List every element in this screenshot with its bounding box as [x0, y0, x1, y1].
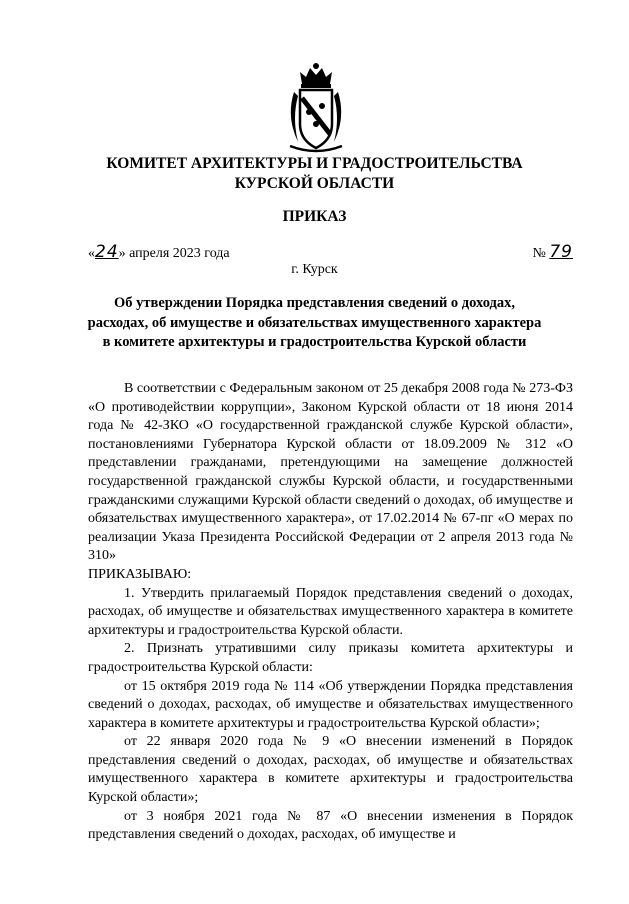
kursk-region-coat-of-arms-icon	[284, 62, 348, 154]
order-word: ПРИКАЗЫВАЮ:	[88, 566, 192, 582]
order-date: «24» апреля 2023 года	[88, 242, 230, 262]
subject-line: Об утверждении Порядка представления сведений о доходах,	[113, 295, 516, 311]
order-body	[88, 380, 573, 845]
document-type-title: ПРИКАЗ	[282, 208, 347, 225]
date-number-row	[88, 242, 573, 262]
repealed-order-paragraph: от 15 октября 2019 года № 114 «Об утверждении Порядка представления сведений о доходах, расходах, об имуществе и обязательствах имущественного характера в комитете архитектуры и градостроительства Курской области»;	[88, 678, 573, 731]
repealed-order-paragraph: от 3 ноября 2021 года № 87 «О внесении изменения в Порядок представления сведений о доходах, расходах, об имуществе и	[88, 808, 573, 843]
order-number: № 79	[532, 242, 573, 262]
city: г. Курск	[291, 262, 338, 277]
preamble-paragraph: В соответствии с Федеральным законом от 25 декабря 2008 года № 273-ФЗ «О противодействии коррупции», Законом Курской области от 18 июня 2014 года № 42-ЗКО «О государственной гражданской службе Курской области», постановлениями Губернатора Курской области от 18.09.2009 № 312 «О представлении гражданами, претендующими на замещение должностей государственной гражданской службы Курской области, и государственными гражданскими служащими Курской области сведений о доходах, об имуществе и обязательствах имущественного характера», от 17.02.2014 № 67-пг «О мерах по реализации Указа Президента Российской Федерации от 2 апреля 2013 года № 310»	[88, 381, 573, 564]
subject-line: расходах, об имуществе и обязательствах имущественного характера	[87, 314, 542, 331]
subject-line: в комитете архитектуры и градостроительства Курской области	[102, 334, 527, 350]
order-subject	[70, 294, 559, 353]
organization-name-line1: КОМИТЕТ АРХИТЕКТУРЫ И ГРАДОСТРОИТЕЛЬСТВА	[106, 155, 523, 172]
item-1-paragraph: 1. Утвердить прилагаемый Порядок представления сведений о доходах, расходах, об имуществе и обязательствах имущественного характера в комитете архитектуры и градостроительства Курской области.	[88, 585, 573, 638]
handwritten-number: 79	[549, 242, 573, 262]
repealed-order-paragraph: от 22 января 2020 года № 9 «О внесении изменений в Порядок представления сведений о доходах, расходах, об имуществе и обязательствах имущественного характера в комитете архитектуры и градостроительства Курской области»;	[88, 734, 573, 806]
handwritten-day: 24	[95, 242, 119, 262]
organization-name-line2: КУРСКОЙ ОБЛАСТИ	[234, 175, 395, 192]
item-2-paragraph: 2. Признать утратившими силу приказы комитета архитектуры и градостроительства Курской области:	[88, 641, 573, 675]
